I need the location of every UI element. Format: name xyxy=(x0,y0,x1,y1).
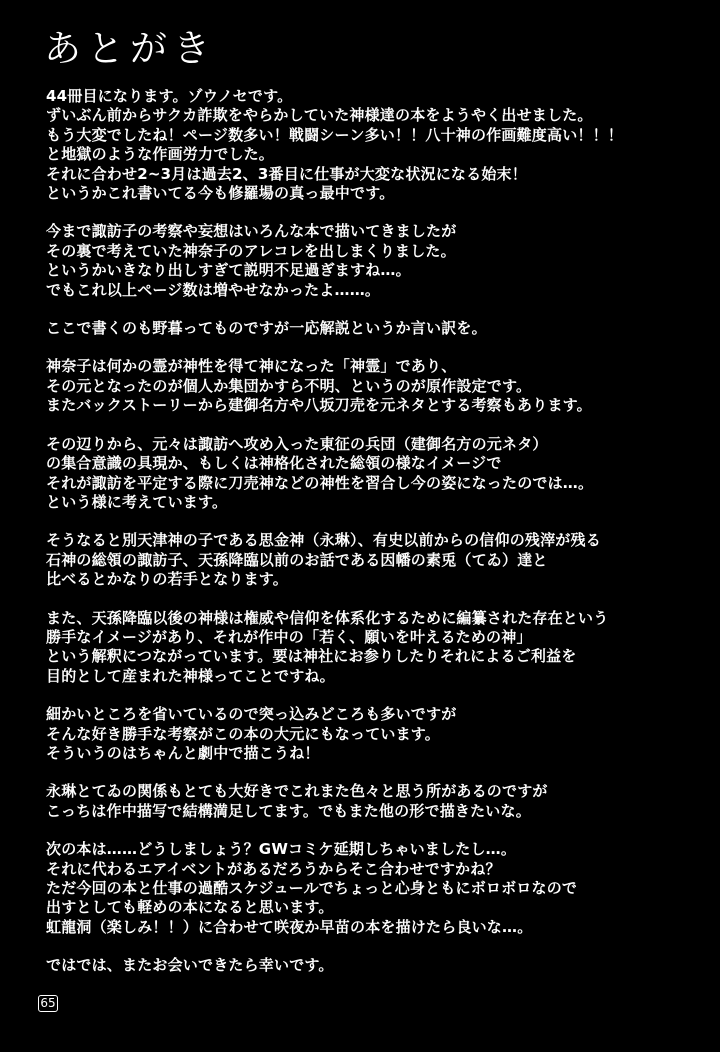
paragraph xyxy=(46,782,706,821)
text-line: 44冊目になります。ゾウノセです。 xyxy=(46,87,293,105)
text-line: 石神の総領の諏訪子、天孫降臨以前のお話である因幡の素兎（てゐ）達と xyxy=(46,550,548,569)
paragraph xyxy=(46,87,706,203)
text-line: ずいぶん前からサクカ詐欺をやらかしていた神様達の本をようやく出せました。 xyxy=(46,106,593,125)
text-line: でもこれ以上ページ数は増やせなかったよ……。 xyxy=(46,280,381,299)
text-line: 今まで諏訪子の考察や妄想はいろんな本で描いてきましたが xyxy=(46,222,457,241)
text-line: という様に考えています。 xyxy=(46,492,228,511)
paragraph xyxy=(46,357,706,415)
page-number: 65 xyxy=(38,995,58,1012)
page-title: あとがき xyxy=(44,27,216,70)
text-line: それに代わるエアイベントがあるだろうからそこ合わせですかね？ xyxy=(46,859,501,878)
paragraph xyxy=(46,609,706,687)
text-line: というかいきなり出しすぎて説明不足過ぎますね…。 xyxy=(46,261,411,280)
text-line: ではでは、またお会いできたら幸いです。 xyxy=(46,956,334,975)
text-line: ただ今回の本と仕事の過酷スケジュールでちょっと心身ともにボロボロなので xyxy=(46,879,578,897)
text-line: 神奈子は何かの霊が神性を得て神になった「神霊」であり、 xyxy=(46,357,457,376)
text-line: 出すとしても軽めの本になると思います。 xyxy=(46,898,334,917)
text-line: こっちは作中描写で結構満足してます。でもまた他の形で描きたいな。 xyxy=(46,801,531,820)
text-line: そんな好き勝手な考察がこの本の大元にもなっています。 xyxy=(46,724,441,743)
text-line: それに合わせ2~3月は過去2、3番目に仕事が大変な状況になる始末！ xyxy=(46,164,527,183)
paragraph xyxy=(46,222,706,300)
afterword-body xyxy=(46,87,706,995)
text-line: もう大変でしたね！ページ数多い！戦闘シーン多い！！八十神の作画難度高い！！！ xyxy=(46,125,624,144)
text-line: という解釈につながっています。要は神社にお参りしたりそれによるご利益を xyxy=(46,647,577,666)
paragraph xyxy=(46,435,706,513)
text-line: 勝手なイメージがあり、それが作中の「若く、願いを叶えるための神」 xyxy=(46,627,532,646)
text-line: その裏で考えていた神奈子のアレコレを出しまくりました。 xyxy=(46,241,456,260)
text-line: 虹龍洞（楽しみ！！）に合わせて咲夜か早苗の本を描けたら良いな…。 xyxy=(46,917,533,936)
text-line: というかこれ書いてる今も修羅場の真っ最中です。 xyxy=(46,184,395,203)
text-line: の集合意識の具現か、もしくは神格化された総領の様なイメージで xyxy=(46,454,502,473)
text-line: そういうのはちゃんと劇中で描こうね！ xyxy=(46,743,320,762)
text-line: またバックストーリーから建御名方や八坂刀売を元ネタとする考察もあります。 xyxy=(46,396,592,415)
text-line: 永琳とてゐの関係もとても大好きでこれまた色々と思う所があるのですが xyxy=(46,782,548,801)
text-line: 細かいところを省いているので突っ込みどころも多いですが xyxy=(46,705,457,724)
text-line: そうなると別天津神の子である思金神（永琳）、有史以前からの信仰の残滓が残る xyxy=(46,531,601,550)
paragraph xyxy=(46,840,706,937)
text-line: ここで書くのも野暮ってものですが一応解説というか言い訳を。 xyxy=(46,319,487,338)
paragraph xyxy=(46,319,706,338)
text-line: また、天孫降臨以後の神様は権威や信仰を体系化するために編纂された存在という xyxy=(46,608,609,627)
text-line: と地獄のような作画労力でした。 xyxy=(46,145,275,164)
text-line: その辺りから、元々は諏訪へ攻め入った東征の兵団（建御名方の元ネタ） xyxy=(46,434,548,453)
text-line: 比べるとかなりの若手となります。 xyxy=(46,570,289,589)
paragraph xyxy=(46,531,706,589)
text-line: 目的として産まれた神様ってことですね。 xyxy=(46,666,335,685)
text-line: それが諏訪を平定する際に刀売神などの神性を習合し今の姿になったのでは…。 xyxy=(46,473,594,492)
paragraph xyxy=(46,705,706,763)
paragraph xyxy=(46,956,706,975)
text-line: その元となったのが個人か集団かすら不明、というのが原作設定です。 xyxy=(46,376,532,395)
text-line: 次の本は……どうしましょう？GWコミケ延期しちゃいましたし…。 xyxy=(46,840,517,859)
